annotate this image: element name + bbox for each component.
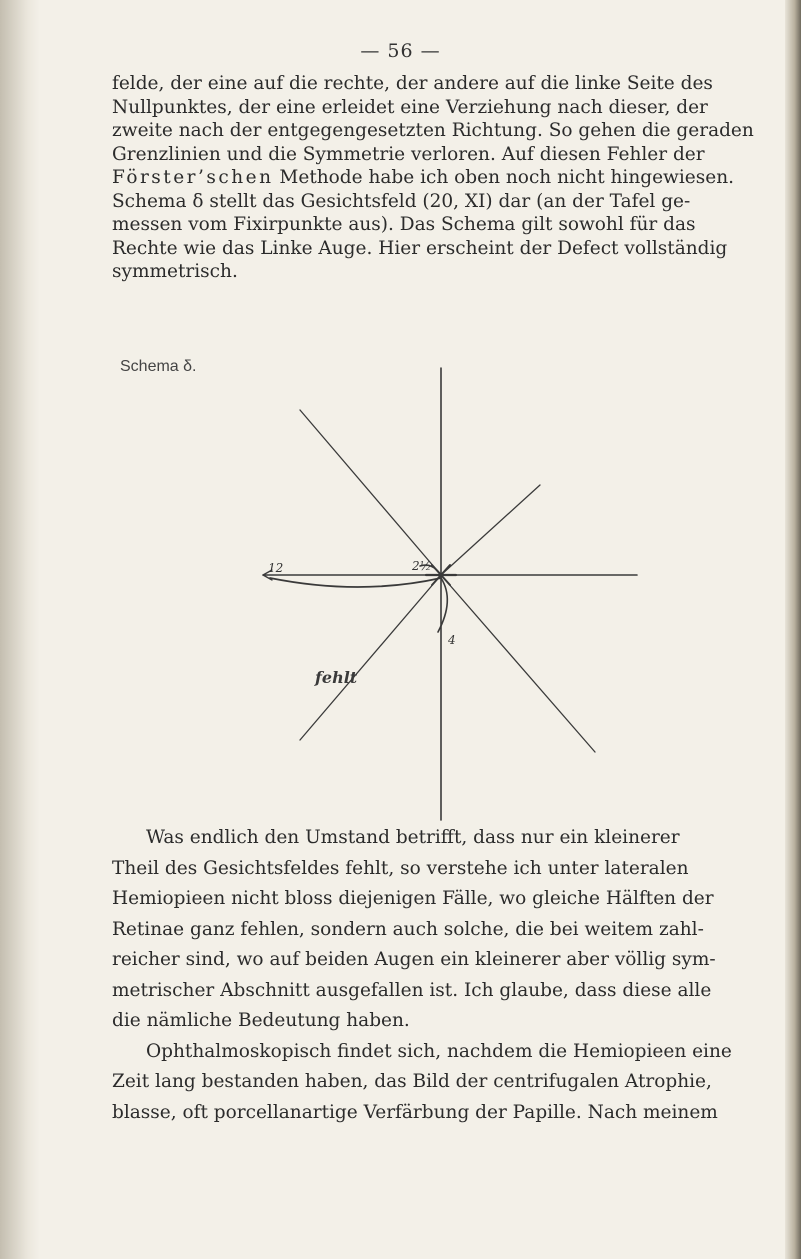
text-line: Rechte wie das Linke Auge. Hier erscheint der Defect vollständig [112,237,728,259]
handwritten-fehlt: fehlt [315,668,358,687]
text-line: Ophthalmoskopisch findet sich, nachdem die Hemiopieen eine [146,1040,732,1062]
defect-boundary-left [270,578,441,587]
text-line: felde, der eine auf die rechte, der andere auf die linke Seite des [112,73,713,94]
paragraph-2 [112,825,764,1126]
text-line: blasse, oft porcellanartige Verfärbung der Papille. Nach meinem [112,1101,718,1123]
text-line: Retinae ganz fehlen, sondern auch solche, die bei weitem zahl- [112,918,704,940]
defect-boundary-lower [438,578,447,632]
text-line: Nullpunktes, der eine erleidet eine Verziehung nach dieser, der [112,96,708,118]
upper-right-oblique [441,485,540,575]
text-line: die nämliche Bedeutung haben. [112,1010,410,1031]
text-line: zweite nach der entgegengesetzten Richtung. So gehen die geraden [112,120,754,141]
lower-right-oblique [441,575,595,752]
text-line: reicher sind, wo auf beiden Augen ein kleinerer aber völlig sym- [112,949,716,970]
text-line: Schema δ stellt das Gesichtsfeld (20, XI) dar (an der Tafel ge- [112,190,691,212]
page-number: — 56 — [360,40,441,62]
text-line: Theil des Gesichtsfeldes fehlt, so verstehe ich unter lateralen [112,857,689,879]
upper-left-oblique [300,410,441,575]
text-line: Hemiopieen nicht bloss diejenigen Fälle, wo gleiche Hälften der [112,888,714,909]
text-line: Grenzlinien und die Symmetrie verloren. Auf diesen Fehler der [112,143,705,165]
text-line: Was endlich den Umstand betrifft, dass nur ein kleinerer [146,827,680,848]
lower-left-oblique [300,575,441,740]
text-line: metrischer Abschnitt ausgefallen ist. Ich glaube, dass diese alle [112,979,712,1001]
text-line-rest: Methode habe ich oben noch nicht hingewiesen. [273,167,734,188]
schema-label: Schema δ. [120,358,197,375]
text-line: symmetrisch. [112,261,238,282]
annotation-4: 4 [448,633,456,647]
text-line: Zeit lang bestanden haben, das Bild der centrifugalen Atrophie, [112,1071,712,1092]
author-name-spaced: Förster’schen [112,167,274,188]
annotation-12: 12 [268,561,284,575]
text-line: messen vom Fixirpunkte aus). Das Schema gilt sowohl für das [112,214,696,235]
annotation-2-half: 2½ [412,559,432,573]
